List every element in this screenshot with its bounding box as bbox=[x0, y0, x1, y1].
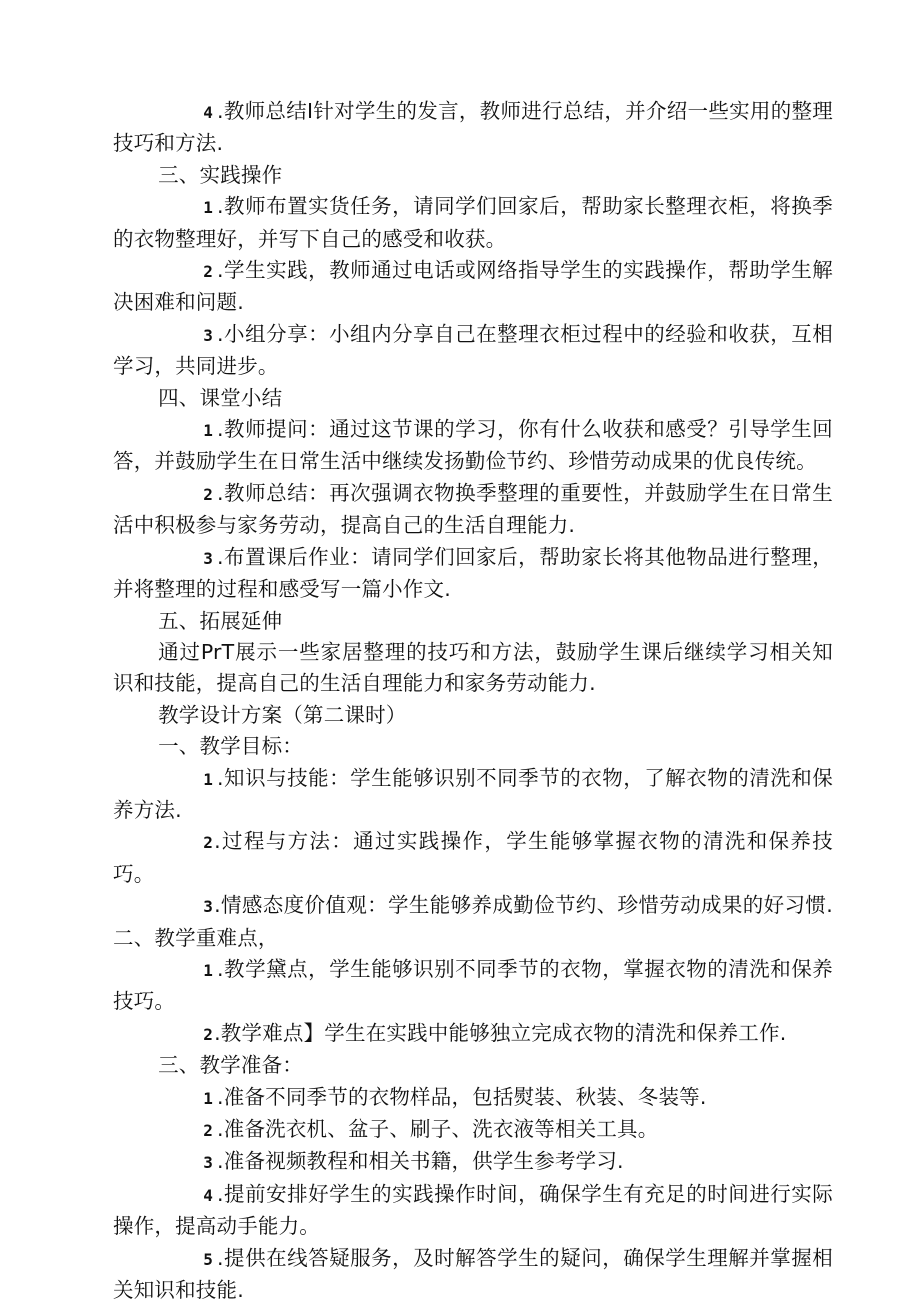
paragraph-text: .准备洗衣机、盆子、刷子、洗衣液等相关工具。 bbox=[217, 1117, 659, 1141]
paragraph bbox=[113, 319, 833, 383]
paragraph-text: .教学黛点，学生能够识别不同季节的衣物，掌握衣物的清洗和保养技巧。 bbox=[113, 956, 833, 1014]
paragraph-text: .教师提问：通过这节课的学习，你有什么收获和感受？引导学生回答，并鼓励学生在日常生活中继续发扬勤俭节约、珍惜劳动成果的优良传统。 bbox=[113, 417, 833, 474]
item-number: 2 bbox=[203, 1121, 214, 1140]
paragraph-text: .提前安排好学生的实践操作时间，确保学生有充足的时间进行实际操作，提高动手能力。 bbox=[113, 1181, 833, 1239]
paragraph-text: .过程与方法：通过实践操作，学生能够掌握衣物的清洗和保养技巧。 bbox=[113, 829, 833, 886]
heading-text: 五、拓展延伸 bbox=[158, 608, 283, 633]
item-number: 4 bbox=[203, 1185, 214, 1205]
document-subtitle bbox=[113, 700, 833, 731]
heading-text: 四、课堂小结 bbox=[158, 385, 283, 410]
item-number: 2 bbox=[203, 484, 214, 504]
section-heading bbox=[113, 1050, 833, 1081]
paragraph-text: .布置课后作业：请同学们回家后，帮助家长将其他物品进行整理，并将整理的过程和感受写一篇小作文. bbox=[113, 544, 833, 602]
item-number: 3 bbox=[203, 548, 214, 568]
item-number: 1 bbox=[203, 1088, 214, 1108]
paragraph-text: .准备不同季节的衣物样品，包括熨装、秋装、冬装等. bbox=[217, 1084, 707, 1109]
paragraph bbox=[113, 826, 833, 890]
paragraph bbox=[113, 1243, 833, 1306]
paragraph bbox=[113, 1082, 833, 1114]
paragraph bbox=[113, 954, 833, 1018]
section-heading bbox=[113, 383, 833, 414]
paragraph-text: .情感态度价值观：学生能够养成勤俭节约、珍惜劳动成果的好习惯.二、教学重难点， bbox=[113, 893, 833, 950]
section-heading bbox=[113, 731, 833, 762]
paragraph-text: .知识与技能：学生能够识别不同季节的衣物，了解衣物的清洗和保养方法. bbox=[113, 765, 833, 822]
item-number: 3 bbox=[203, 897, 214, 917]
item-number: 3 bbox=[203, 325, 214, 345]
paragraph-text: .教学难点】学生在实践中能够独立完成衣物的清洗和保养工作. bbox=[214, 1020, 787, 1045]
paragraph bbox=[113, 191, 833, 255]
document-body bbox=[113, 96, 833, 1306]
heading-text: 三、实践操作 bbox=[158, 162, 283, 187]
paragraph bbox=[113, 890, 833, 954]
item-number: 1 bbox=[203, 769, 214, 789]
paragraph bbox=[113, 478, 833, 542]
paragraph-text: .教师总结：再次强调衣物换季整理的重要性，并鼓励学生在日常生活中积极参与家务劳动，提高自己的生活自理能力. bbox=[113, 480, 833, 538]
item-number: 3 bbox=[203, 1153, 214, 1173]
paragraph bbox=[113, 637, 833, 700]
paragraph bbox=[113, 1146, 833, 1178]
heading-text: 三、教学准备： bbox=[158, 1053, 303, 1078]
item-number: 1 bbox=[203, 960, 214, 980]
item-number: 2 bbox=[203, 262, 214, 282]
paragraph bbox=[113, 1114, 833, 1146]
paragraph bbox=[113, 542, 833, 606]
paragraph bbox=[113, 414, 833, 478]
paragraph-text: .提供在线答疑服务，及时解答学生的疑问，确保学生理解并掌握相关知识和技能. bbox=[113, 1245, 833, 1303]
paragraph bbox=[113, 1018, 833, 1050]
item-number: 4 bbox=[203, 103, 214, 122]
paragraph-text: .准备视频教程和相关书籍，供学生参考学习. bbox=[217, 1149, 624, 1174]
paragraph bbox=[113, 1179, 833, 1243]
paragraph bbox=[113, 255, 833, 319]
item-number: 2 bbox=[203, 1024, 214, 1044]
paragraph-text: .教师总结I针对学生的发言，教师进行总结，并介绍一些实用的整理技巧和方法. bbox=[113, 99, 833, 156]
paragraph-text: 通过PrT展示一些家居整理的技巧和方法，鼓励学生课后继续学习相关知识和技能，提高自己的生活自理能力和家务劳动能力. bbox=[113, 639, 833, 696]
item-number: 2 bbox=[203, 833, 214, 853]
paragraph-text: .教师布置实货任务，请同学们回家后，帮助家长整理衣柜，将换季的衣物整理好，并写下自己的感受和收获。 bbox=[113, 194, 833, 251]
paragraph-text: .学生实践，教师通过电话或网络指导学生的实践操作，帮助学生解决困难和问题. bbox=[113, 258, 833, 315]
paragraph bbox=[113, 96, 833, 160]
subtitle-text: 教学设计方案（第二课时） bbox=[158, 702, 407, 727]
section-heading bbox=[113, 160, 833, 191]
heading-text: 一、教学目标： bbox=[158, 734, 303, 759]
paragraph bbox=[113, 763, 833, 827]
item-number: 5 bbox=[203, 1249, 214, 1269]
item-number: 1 bbox=[203, 198, 214, 218]
item-number: 1 bbox=[203, 421, 214, 441]
paragraph-text: .小组分享：小组内分享自己在整理衣柜过程中的经验和收获，互相学习，共同进步。 bbox=[113, 321, 833, 379]
section-heading bbox=[113, 606, 833, 637]
